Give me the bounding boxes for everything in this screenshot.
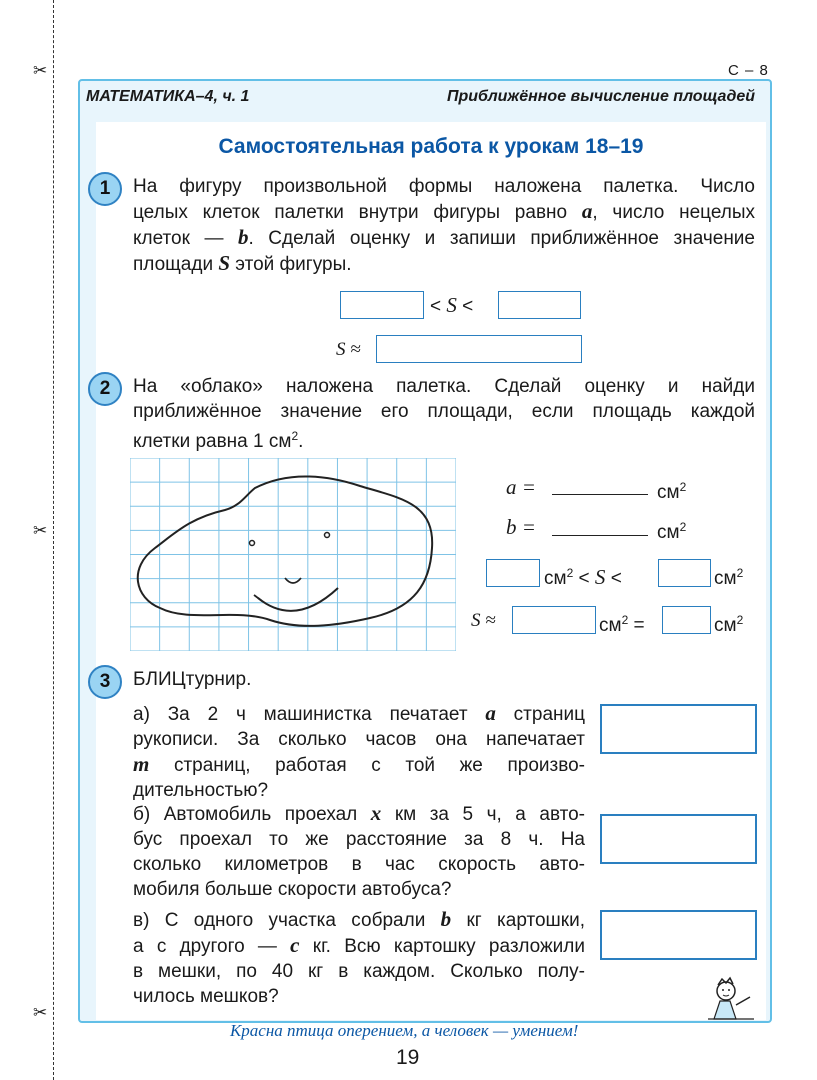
page-number: 19 — [396, 1046, 420, 1069]
text-line: в мешки, по 40 кг в каждом. Сколько полу- — [133, 961, 585, 982]
text-line: площади S этой фигуры. — [133, 251, 352, 275]
text-line: m страниц, работая с той же произво- — [133, 752, 585, 776]
unit-label: $см^2$ — [657, 480, 687, 503]
text-line: целых клеток палетки внутри фигуры равно a, число нецелых — [133, 199, 755, 223]
b-answer-line[interactable] — [552, 535, 648, 536]
grid-lines — [130, 458, 456, 651]
blitz-heading: БЛИЦтурнир. — [133, 669, 252, 690]
text-line: сколько километров в час скорость авто- — [133, 854, 585, 875]
approx-label: S ≈ — [336, 339, 361, 360]
upper-bound-input[interactable] — [498, 291, 581, 319]
task3b-answer-box[interactable] — [600, 814, 757, 864]
task1-text — [133, 174, 755, 277]
scissors-icon: ✂ — [33, 1003, 48, 1022]
approx-label: S ≈ — [471, 610, 496, 631]
math-variable: m — [133, 752, 150, 776]
task-number-badge: 3 — [88, 665, 122, 699]
book-title: МАТЕМАТИКА–4, ч. 1 — [86, 88, 250, 105]
inequality-symbols: $см^2 < S$ < — [544, 565, 622, 589]
math-variable: b — [237, 225, 249, 249]
text-line: а) За 2 ч машинистка печатает a страниц — [133, 701, 585, 725]
math-variable: S — [218, 251, 231, 275]
b-label: b = — [506, 515, 536, 539]
equals-symbol: $см^2$ = — [599, 613, 645, 636]
math-variable: a — [485, 701, 496, 725]
cloud-lower-bound-input[interactable] — [486, 559, 540, 587]
task3c-text — [133, 907, 585, 1009]
task3b-text — [133, 801, 585, 902]
a-label: a = — [506, 475, 536, 499]
text-line: бус проехал то же расстояние за 8 ч. На — [133, 829, 585, 850]
cloud-eye-right — [325, 533, 330, 538]
task3a-answer-box[interactable] — [600, 704, 757, 754]
unit-label: $см^2$ — [714, 566, 744, 589]
page-title: Самостоятельная работа к урокам 18–19 — [218, 135, 644, 158]
text-line: а с другого — c кг. Всю картошку разложили — [133, 933, 585, 957]
cloud-mouth — [258, 588, 338, 611]
text-line: б) Автомобиль проехал x км за 5 ч, а авто- — [133, 801, 585, 825]
math-variable: a — [581, 199, 593, 223]
footer-proverb: Красна птица оперением, а человек — умением! — [230, 1021, 579, 1040]
task-number-badge: 2 — [88, 372, 122, 406]
cloud-area-result-input[interactable] — [662, 606, 711, 634]
scissors-icon: ✂ — [33, 521, 48, 540]
text-line: мобиля больше скорости автобуса? — [133, 879, 452, 900]
lower-bound-input[interactable] — [340, 291, 424, 319]
cloud-shape — [138, 476, 432, 625]
scissors-icon: ✂ — [33, 61, 48, 80]
area-approx-input[interactable] — [376, 335, 582, 363]
text-line: рукописи. За сколько часов она напечатает — [133, 729, 585, 750]
text-line: дительностью? — [133, 780, 269, 801]
cut-line — [53, 0, 54, 1080]
task2-text: На «облако» наложена палетка. Сделай оценку и найди приближённое значение его площади, если площадь каждой клетки равна 1 $см^2$. — [133, 376, 755, 452]
topic-title: Приближённое вычисление площадей — [446, 88, 755, 105]
math-variable: x — [370, 801, 382, 825]
math-variable: b — [440, 907, 452, 931]
inequality-symbols: < S < — [430, 293, 474, 317]
text-line: клеток — b. Сделай оценку и запиши приближённое значение — [133, 225, 755, 249]
unit-label: $см^2$ — [657, 520, 687, 543]
text-line: На фигуру произвольной формы наложена палетка. Число — [133, 176, 755, 197]
page-code: С – 8 — [728, 62, 769, 79]
cloud-grid — [130, 458, 456, 651]
text-line: чилось мешков? — [133, 986, 279, 1007]
cloud-area-sum-input[interactable] — [512, 606, 596, 634]
a-answer-line[interactable] — [552, 494, 648, 495]
task3c-answer-box[interactable] — [600, 910, 757, 960]
math-variable: c — [290, 933, 300, 957]
task3a-text — [133, 701, 585, 803]
unit-label: $см^2$ — [714, 613, 744, 636]
cloud-eye-left — [250, 541, 255, 546]
task-number-badge: 1 — [88, 172, 122, 206]
text-line: в) С одного участка собрали b кг картошки, — [133, 907, 585, 931]
boy-writing-illustration — [700, 975, 762, 1025]
cloud-upper-bound-input[interactable] — [658, 559, 711, 587]
